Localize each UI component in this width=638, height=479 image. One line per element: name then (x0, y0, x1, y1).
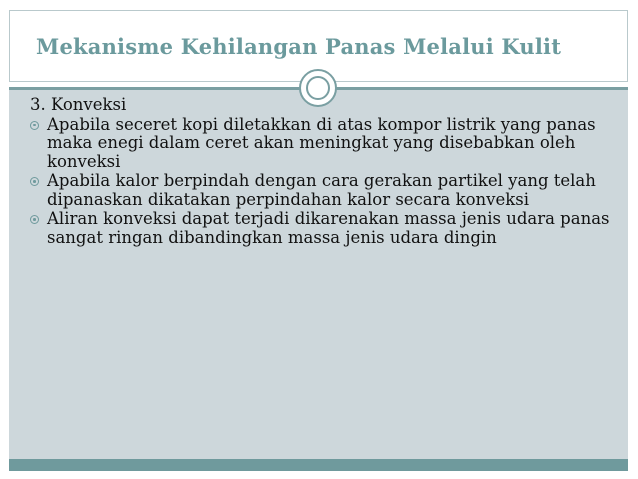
bullet-text: Apabila seceret kopi diletakkan di atas kompor listrik yang panas maka enegi dalam ceret akan meningkat yang disebabkan oleh konveksi (47, 114, 596, 171)
bullet-text: Apabila kalor berpindah dengan cara gerakan partikel yang telah dipanaskan dikatakan perpindahan kalor secara konveksi (47, 171, 596, 209)
bullet-item (30, 210, 620, 247)
footer-bar (9, 459, 628, 471)
section-subheading: 3. Konveksi (30, 95, 127, 114)
bullet-text: Aliran konveksi dapat terjadi dikarenakan massa jenis udara panas sangat ringan dibandingkan massa jenis udara dingin (47, 209, 610, 247)
bullet-circle-icon (30, 215, 39, 224)
bullet-item (30, 172, 620, 209)
bullet-circle-icon (30, 121, 39, 130)
bullet-circle-icon (30, 177, 39, 186)
slide-title: Mekanisme Kehilangan Panas Melalui Kulit (36, 34, 562, 59)
slide-content (30, 96, 620, 248)
bullet-item (30, 116, 620, 172)
